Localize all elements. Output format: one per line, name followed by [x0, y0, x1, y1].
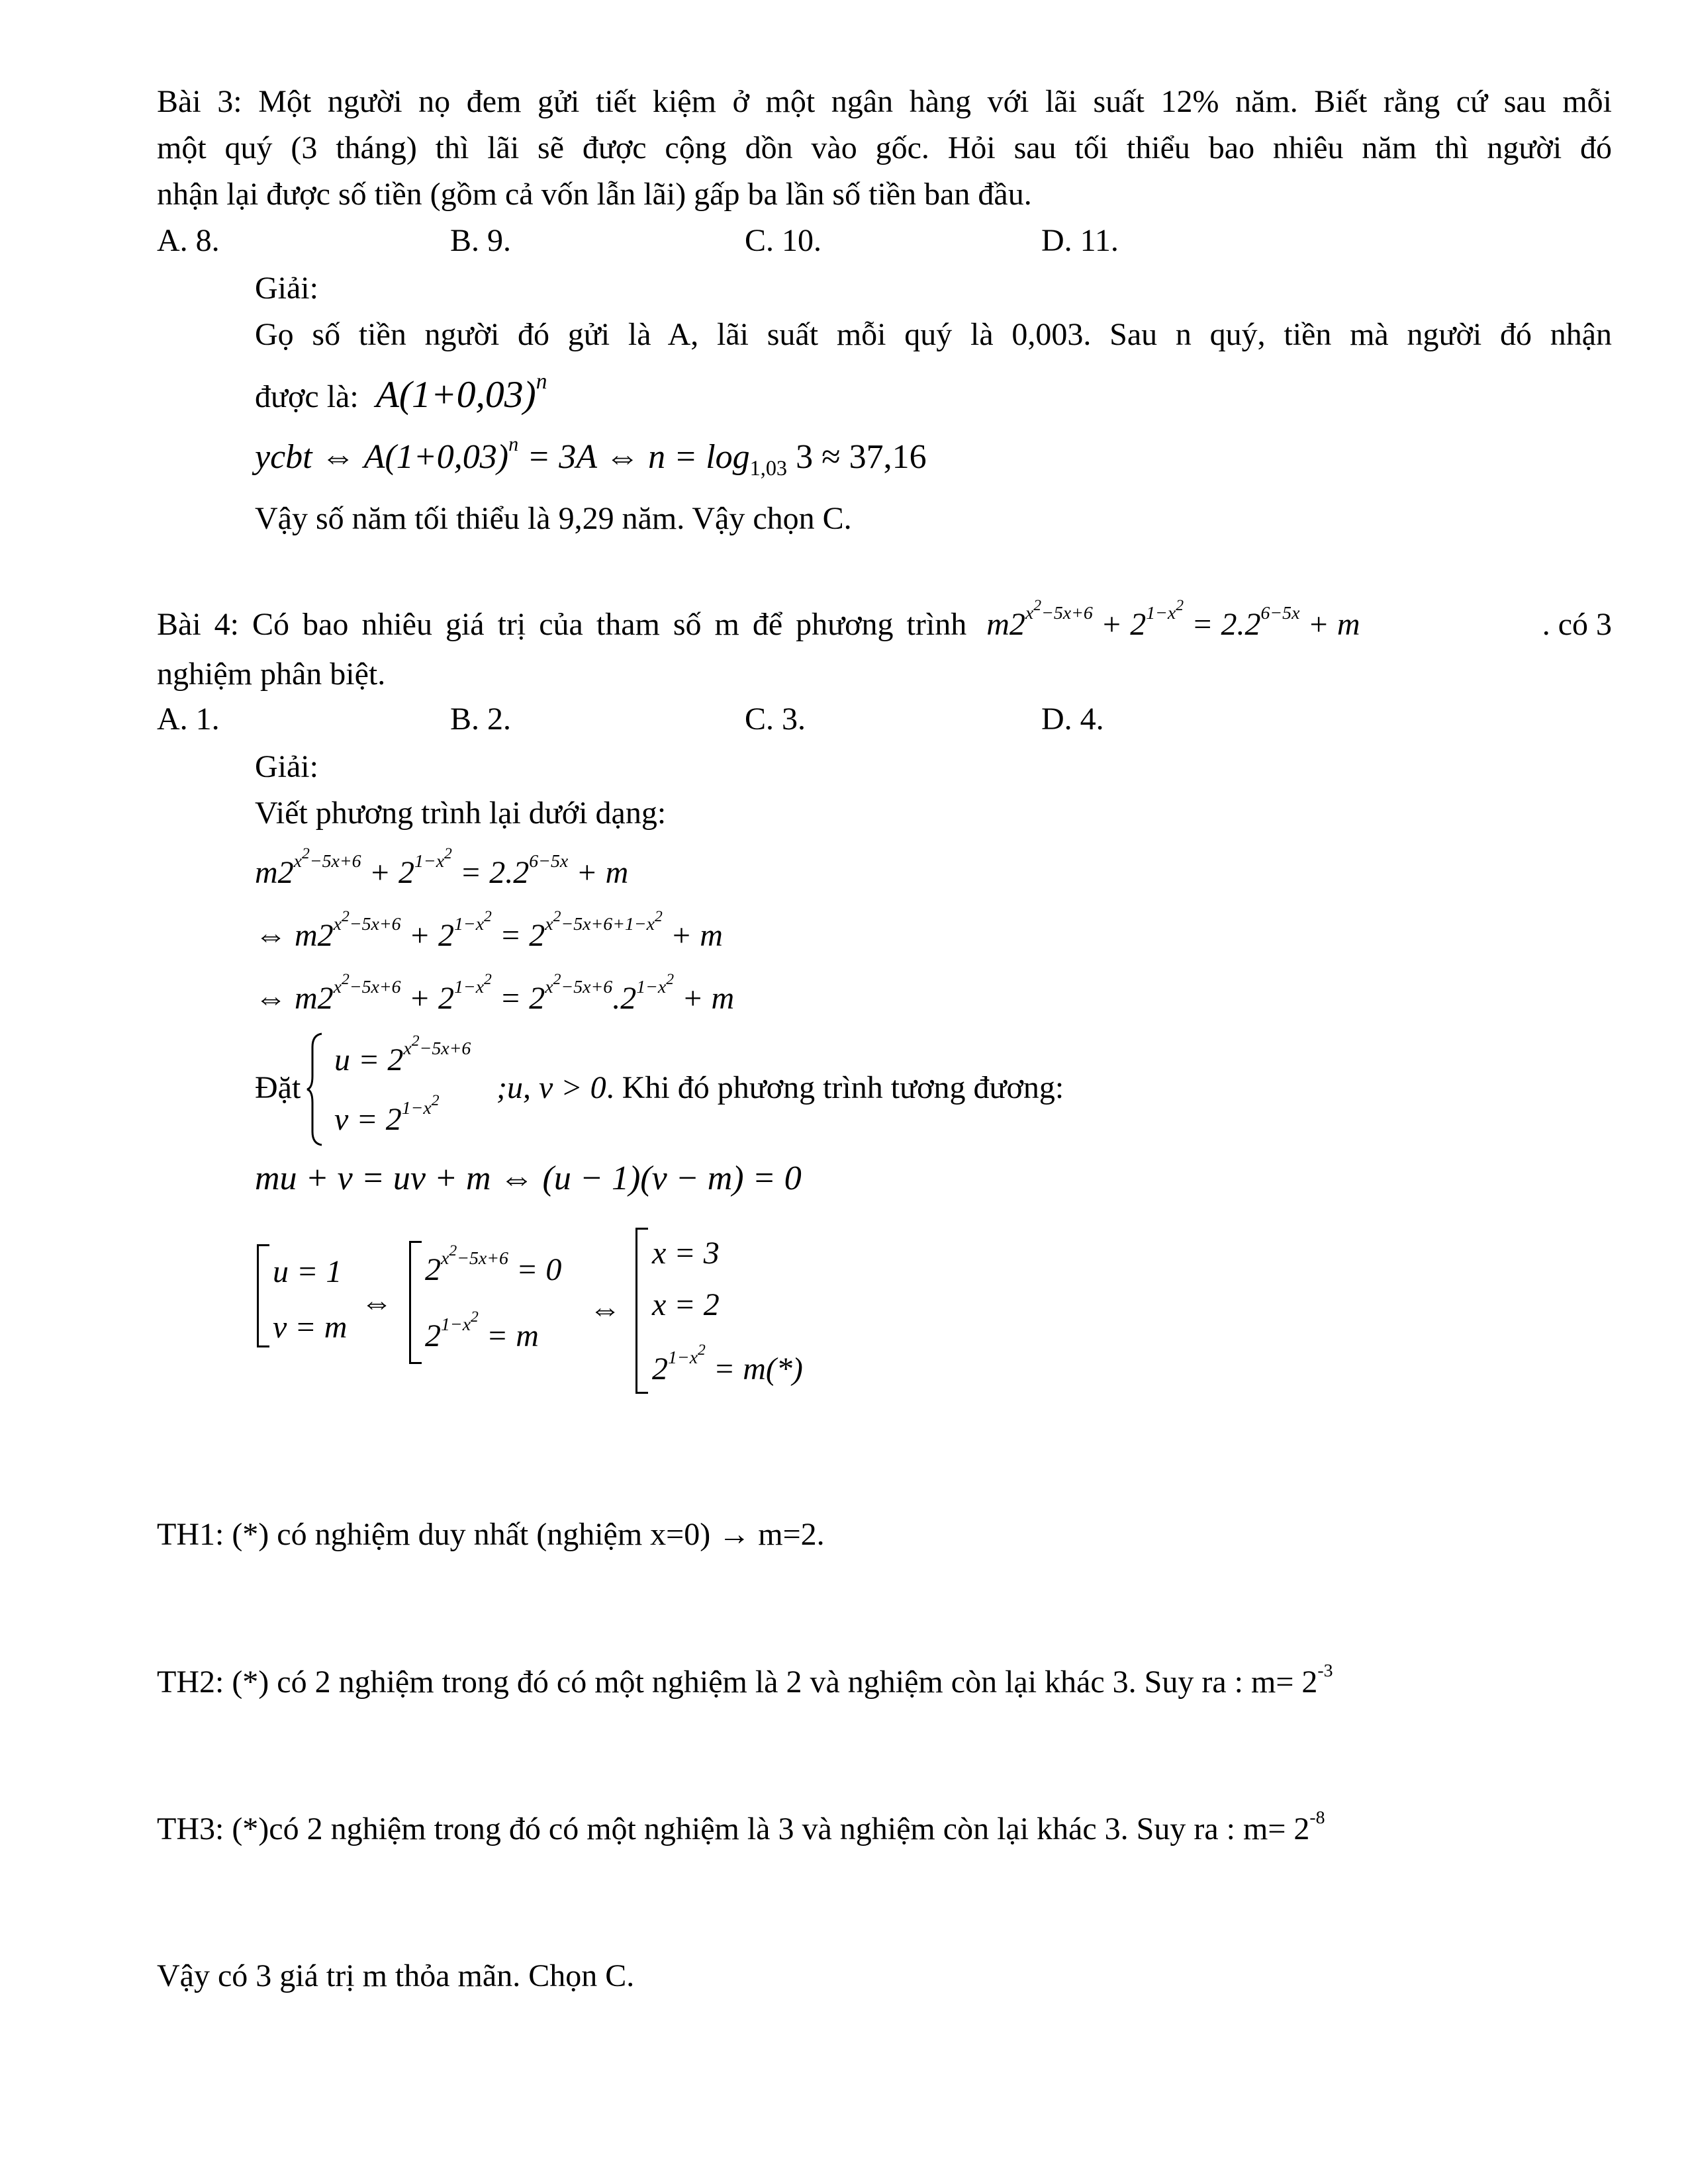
bai4-rewrite-text: Viết phương trình lại dưới dạng:	[255, 796, 667, 831]
bracket-left-icon	[257, 1244, 269, 1347]
case-th1: TH1: (*) có nghiệm duy nhất (nghiệm x=0) → m=2.	[157, 1517, 825, 1552]
dat-label: Đặt	[255, 1070, 301, 1105]
bracket-middle-icon	[409, 1241, 422, 1364]
equiv-symbol-2: ⇔	[589, 1292, 621, 1327]
sys-exp-equals-0: $2^{x^2-5x+6} = 0$	[425, 1242, 562, 1287]
bai4-factor-equation: mu + v = uv + m ⇔ (u − 1)(v − m) = 0	[255, 1160, 802, 1197]
bai3-received-label: được là:	[255, 379, 359, 414]
bai4-eq-line1: $m2^{x^2-5x+6} + 2^{1-x^2} = 2.2^{6-5x} + m$	[255, 845, 629, 890]
bai3-line2: một quý (3 tháng) thì lãi sẽ được cộng dồn vào gốc. Hỏi sau tối thiểu bao nhiêu năm thì người đó	[157, 130, 1612, 165]
bai3-solution-line1: Gọ số tiền người đó gửi là A, lãi suất mỗi quý là 0,003. Sau n quý, tiền mà người đó nhận	[255, 317, 1612, 352]
bai3-option-d: D. 11.	[1041, 223, 1119, 258]
star-equation-rhs: = m(*)	[713, 1351, 803, 1387]
bai3-line3: nhận lại được số tiền (gồm cả vốn lẫn lãi) gấp ba lần số tiền ban đầu.	[157, 177, 1032, 212]
bai3-equation: ycbt ⇔ $A(1+0,03)^n = 3A$ ⇔ $n = \log_{1,03} 3 \approx 37,16$	[255, 433, 927, 480]
final-conclusion: Vậy có 3 giá trị m thỏa mãn. Chọn C.	[157, 1958, 635, 1993]
log-result: 3 ≈ 37,16	[796, 438, 927, 476]
dat-condition-line	[496, 1072, 1064, 1104]
bai4-eq-line2: ⇔ $m2^{x^2-5x+6} + 2^{1-x^2} = 2^{x^2-5x+6+1-x^2} + m$	[255, 908, 723, 953]
bai4-option-b: B. 2.	[450, 702, 512, 737]
bai3-giai-heading: Giải:	[255, 271, 318, 306]
bai4-option-d: D. 4.	[1041, 702, 1104, 737]
dat-u-definition: $u = 2^{x^2-5x+6}$	[334, 1032, 471, 1077]
case-th2-exponent: -3	[1317, 1661, 1333, 1682]
sys-x-equals-2: x = 2	[652, 1287, 720, 1322]
bai4-equation-inline: $m2^{x^2-5x+6} + 2^{1-x^2} = 2.2^{6-5x} + m$	[986, 597, 1360, 642]
case-th3-exponent: -8	[1309, 1807, 1325, 1829]
equiv-symbol-1: ⇔	[361, 1285, 393, 1320]
sys-exp-equals-m: $2^{1-x^2} = m$	[425, 1308, 539, 1353]
bai3-option-a: A. 8.	[157, 223, 220, 258]
bai3-option-c: C. 10.	[745, 223, 822, 258]
case-th2	[157, 1661, 1333, 1700]
sys-x-equals-3: x = 3	[652, 1236, 720, 1271]
bai4-line2: nghiệm phân biệt.	[157, 657, 386, 692]
log-base: 1,03	[749, 456, 788, 480]
bai4-giai-heading: Giải:	[255, 749, 318, 784]
bai3-formula-amount: $A(1+0,03)^n$	[375, 369, 547, 416]
case-th2-text: TH2: (*) có 2 nghiệm trong đó có một nghiệm là 2 và nghiệm còn lại khác 3. Suy ra : m= 2	[157, 1664, 1318, 1700]
bai3-solution-line2	[255, 369, 547, 416]
bai4-eq-line3: ⇔ $m2^{x^2-5x+6} + 2^{1-x^2} = 2^{x^2-5x+6}.2^{1-x^2} + m$	[255, 971, 735, 1016]
dat-v-definition: $v = 2^{1-x^2}$	[334, 1092, 440, 1137]
left-brace-icon	[306, 1032, 324, 1146]
sys-v-equals-m: v = m	[273, 1310, 348, 1345]
bai3-line1: Bài 3: Một người nọ đem gửi tiết kiệm ở một ngân hàng với lãi suất 12% năm. Biết rằng cứ sau mỗi	[157, 84, 1612, 119]
bai4-question-text: Bài 4: Có bao nhiêu giá trị của tham số m để phương trình	[157, 607, 967, 642]
bai3-conclusion: Vậy số năm tối thiểu là 9,29 năm. Vậy chọn C.	[255, 501, 852, 536]
case-th3	[157, 1807, 1325, 1846]
bai3-option-b: B. 9.	[450, 223, 512, 258]
bracket-right-icon	[635, 1228, 648, 1394]
case-th3-text: TH3: (*)có 2 nghiệm trong đó có một nghiệm là 3 và nghiệm còn lại khác 3. Suy ra : m= 2	[157, 1811, 1310, 1846]
ycbt-label: ycbt	[255, 438, 312, 476]
bai3-eq-rhs: = 3A ⇔ n = log	[527, 438, 750, 476]
bai4-question-tail: . có 3	[1542, 607, 1612, 642]
bai4-option-c: C. 3.	[745, 702, 806, 737]
sys-u-equals-1: u = 1	[273, 1254, 342, 1289]
bai4-option-a: A. 1.	[157, 702, 220, 737]
dat-condition: ;u, v > 0	[496, 1070, 606, 1105]
sys-star-equation: $2^{1-x^2} = m(*)$	[652, 1342, 803, 1387]
dat-tail-text: . Khi đó phương trình tương đương:	[606, 1070, 1064, 1105]
bai4-line1	[157, 597, 1612, 642]
bai3-eq-lhs: $A(1+0,03)^n$	[363, 433, 519, 476]
